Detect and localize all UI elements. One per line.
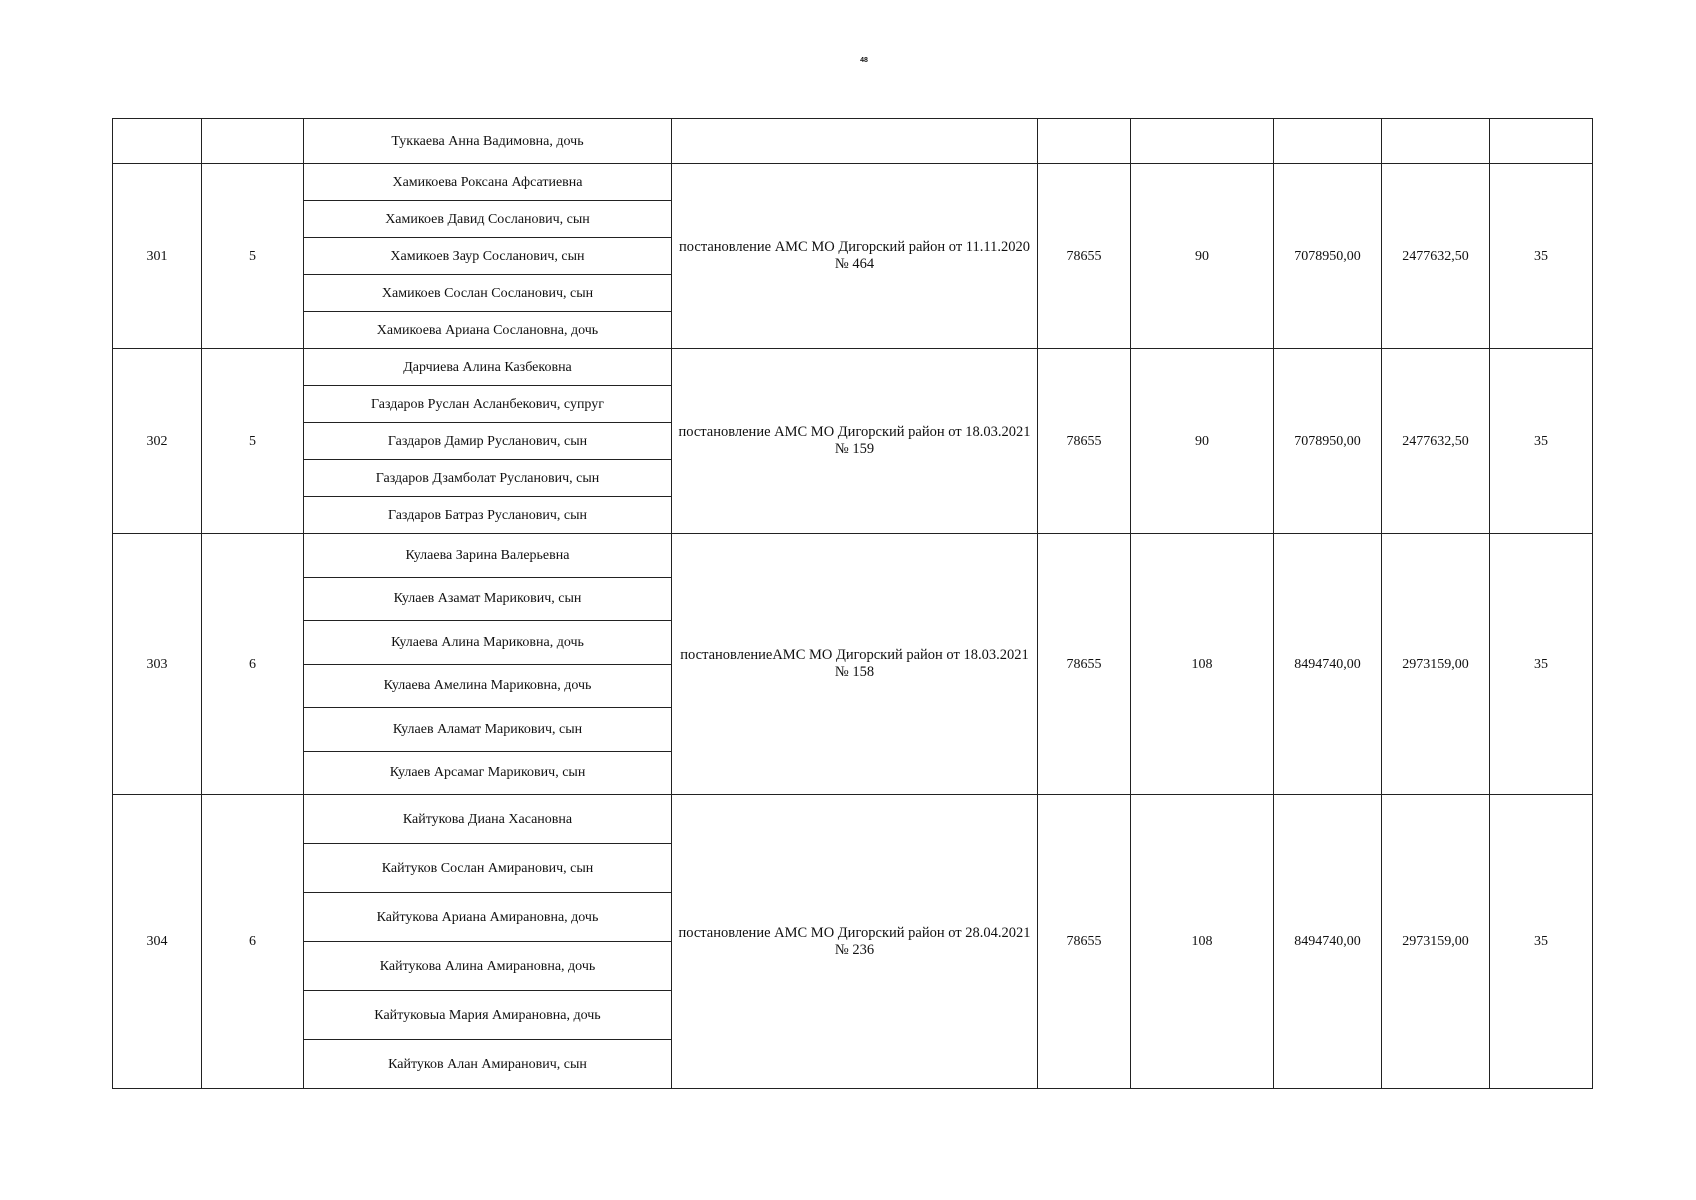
table-row [113,534,1593,578]
total-cost-cell: 8494740,00 [1274,534,1382,795]
price-per-sqm-cell: 78655 [1038,349,1131,534]
family-member-cell: Хамикоева Ариана Сослановна, дочь [304,312,672,349]
registry-table [112,118,1593,1089]
family-member-cell: Хамикоев Заур Сосланович, сын [304,238,672,275]
area-cell [1131,119,1274,164]
total-cost-cell: 8494740,00 [1274,795,1382,1089]
payment-cell: 2477632,50 [1382,164,1490,349]
family-member-cell: Кулаева Амелина Мариковна, дочь [304,664,672,708]
total-cost-cell: 7078950,00 [1274,164,1382,349]
registry-table-body [113,119,1593,1089]
table-row [113,349,1593,386]
record-number-cell: 302 [113,349,202,534]
payment-cell: 2973159,00 [1382,534,1490,795]
record-number-cell: 301 [113,164,202,349]
table-row [113,795,1593,844]
family-member-cell: Кайтукова Диана Хасановна [304,795,672,844]
price-per-sqm-cell: 78655 [1038,534,1131,795]
family-size-cell: 5 [202,349,304,534]
price-per-sqm-cell: 78655 [1038,164,1131,349]
family-member-cell: Газдаров Дамир Русланович, сын [304,423,672,460]
area-cell: 90 [1131,349,1274,534]
payment-cell: 2973159,00 [1382,795,1490,1089]
family-member-cell: Хамикоев Сослан Сосланович, сын [304,275,672,312]
document-cell: постановление АМС МО Дигорский район от 11.11.2020 № 464 [672,164,1038,349]
payment-cell [1382,119,1490,164]
count-cell [202,119,304,164]
payment-cell: 2477632,50 [1382,349,1490,534]
table-row [113,164,1593,201]
family-size-cell: 5 [202,164,304,349]
percent-cell [1490,119,1593,164]
family-member-cell: Кулаева Зарина Валерьевна [304,534,672,578]
family-member-cell: Кайтукова Ариана Амирановна, дочь [304,893,672,942]
document-cell: постановление АМС МО Дигорский район от 18.03.2021 № 159 [672,349,1038,534]
family-member-cell: Кулаев Аламат Марикович, сын [304,708,672,752]
family-member-cell: Кайтукова Алина Амирановна, дочь [304,942,672,991]
family-member-cell: Кайтуков Алан Амиранович, сын [304,1040,672,1089]
area-cell: 108 [1131,795,1274,1089]
family-member-cell: Кайтуков Сослан Амиранович, сын [304,844,672,893]
family-member-cell: Газдаров Руслан Асланбекович, супруг [304,386,672,423]
family-member-cell: Кайтуковыа Мария Амирановна, дочь [304,991,672,1040]
area-cell: 90 [1131,164,1274,349]
percent-cell: 35 [1490,349,1593,534]
percent-cell: 35 [1490,795,1593,1089]
page-number: 48 [860,57,868,64]
percent-cell: 35 [1490,534,1593,795]
family-member-cell: Газдаров Дзамболат Русланович, сын [304,460,672,497]
family-member-cell: Туккаева Анна Вадимовна, дочь [304,119,672,164]
record-number-cell: 303 [113,534,202,795]
percent-cell: 35 [1490,164,1593,349]
total-cell [1274,119,1382,164]
area-cell: 108 [1131,534,1274,795]
family-member-cell: Дарчиева Алина Казбековна [304,349,672,386]
family-member-cell: Хамикоев Давид Сосланович, сын [304,201,672,238]
family-member-cell: Кулаева Алина Мариковна, дочь [304,621,672,665]
record-number-cell: 304 [113,795,202,1089]
price-cell [1038,119,1131,164]
document-cell [672,119,1038,164]
total-cost-cell: 7078950,00 [1274,349,1382,534]
family-member-cell: Хамикоева Роксана Афсатиевна [304,164,672,201]
document-cell: постановление АМС МО Дигорский район от 28.04.2021 № 236 [672,795,1038,1089]
family-member-cell: Кулаев Азамат Марикович, сын [304,577,672,621]
family-size-cell: 6 [202,795,304,1089]
family-member-cell: Кулаев Арсамаг Марикович, сын [304,751,672,795]
document-cell: постановлениеАМС МО Дигорский район от 18.03.2021 № 158 [672,534,1038,795]
family-member-cell: Газдаров Батраз Русланович, сын [304,497,672,534]
price-per-sqm-cell: 78655 [1038,795,1131,1089]
number-cell [113,119,202,164]
family-size-cell: 6 [202,534,304,795]
continuation-row [113,119,1593,164]
